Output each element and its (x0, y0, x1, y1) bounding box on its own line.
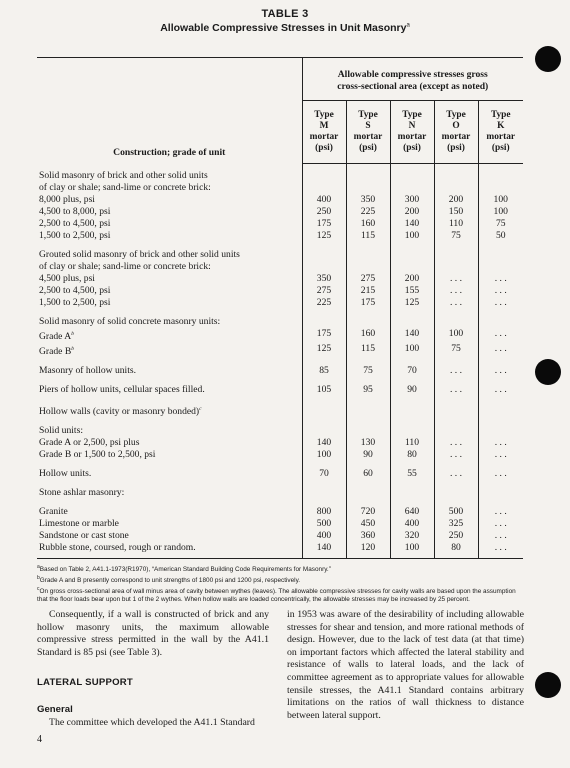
stress-value-cell: 90 (390, 377, 434, 396)
construction-label (37, 461, 302, 480)
stress-value-cell: 55 (390, 461, 434, 480)
footnote (37, 585, 527, 604)
stress-value-cell: 175 (302, 218, 346, 230)
mortar-type-header-line: mortar (441, 132, 471, 142)
construction-label-text: of clay or shale; sand-lime or concrete brick: (39, 181, 211, 193)
mortar-type-header-line: mortar (353, 132, 383, 142)
construction-label (37, 285, 302, 297)
table-row (37, 437, 523, 449)
stress-value-cell: 350 (302, 273, 346, 285)
construction-label-text: 4,500 plus, psi (39, 272, 95, 284)
stress-value-cell (390, 480, 434, 499)
stress-value-cell: . . . (434, 461, 478, 480)
construction-label-text: of clay or shale; sand-lime or concrete brick: (39, 260, 211, 272)
construction-label (37, 261, 302, 273)
punch-hole-middle (535, 359, 561, 385)
stress-group-header (302, 58, 523, 101)
section-heading-lateral-support: LATERAL SUPPORT (37, 677, 133, 689)
construction-label (37, 480, 302, 499)
construction-label-text: 2,500 to 4,500, psi (39, 217, 111, 229)
stress-value-cell: . . . (478, 273, 523, 285)
stress-value-cell: . . . (478, 499, 523, 518)
stress-value-cell (434, 164, 478, 182)
construction-label-text: Piers of hollow units, cellular spaces filled. (39, 383, 205, 395)
mortar-type-header-line: mortar (397, 132, 427, 142)
construction-label (37, 449, 302, 461)
construction-label-text: Grade B (39, 345, 72, 357)
stress-value-cell: 200 (390, 206, 434, 218)
table-label: TABLE 3 (261, 8, 309, 20)
table-row (37, 343, 523, 358)
stress-value-cell: 320 (390, 530, 434, 542)
mortar-type-header-line: N (408, 121, 416, 131)
construction-label (37, 273, 302, 285)
mortar-type-header-line: (psi) (403, 143, 421, 153)
stress-value-cell: . . . (478, 461, 523, 480)
stress-value-cell (390, 418, 434, 437)
mortar-type-header-line: (psi) (359, 143, 377, 153)
stress-value-cell: 160 (346, 218, 390, 230)
stress-value-cell (478, 396, 523, 418)
mortar-type-header (434, 101, 478, 164)
stress-value-cell: . . . (478, 328, 523, 343)
construction-label (37, 182, 302, 194)
table-row (37, 194, 523, 206)
stress-value-cell (478, 480, 523, 499)
construction-label (37, 530, 302, 542)
stress-value-cell: . . . (478, 437, 523, 449)
construction-label (37, 437, 302, 449)
stress-value-cell: 120 (346, 542, 390, 559)
construction-label (37, 518, 302, 530)
table-row (37, 461, 523, 480)
stress-value-cell: 175 (302, 328, 346, 343)
stress-value-cell: 140 (302, 542, 346, 559)
stress-value-cell (478, 242, 523, 261)
construction-label (37, 418, 302, 437)
stress-value-cell: 250 (434, 530, 478, 542)
stress-value-cell (434, 309, 478, 328)
stress-value-cell: 400 (302, 530, 346, 542)
table-row (37, 242, 523, 261)
stress-value-cell: 110 (390, 437, 434, 449)
stress-value-cell: 80 (390, 449, 434, 461)
stress-value-cell (390, 164, 434, 182)
stress-value-cell: . . . (434, 297, 478, 309)
table-row (37, 218, 523, 230)
table-row (37, 164, 523, 182)
construction-label-text: Grade B or 1,500 to 2,500, psi (39, 449, 156, 461)
stress-value-cell (434, 261, 478, 273)
table-row (37, 418, 523, 437)
paragraph-conclusion: Consequently, if a wall is constructed of brick and any hollow masonry units, the maximum allowable compressive stress permitted in the wall by the A41.1 Standard is 85 psi (see Table 3). (37, 609, 269, 658)
table-body (37, 164, 523, 559)
stress-value-cell: . . . (478, 285, 523, 297)
mortar-type-header-line: O (452, 121, 460, 131)
mortar-type-header (390, 101, 434, 164)
stress-value-cell: 70 (302, 461, 346, 480)
mortar-type-header-line: (psi) (315, 143, 333, 153)
mortar-type-header-line: K (497, 121, 505, 131)
punch-hole-bottom (535, 672, 561, 698)
construction-label-text: Grade A or 2,500, psi plus (39, 437, 140, 449)
table-row (37, 273, 523, 285)
stress-value-cell (302, 396, 346, 418)
stress-value-cell: 500 (302, 518, 346, 530)
table-row (37, 518, 523, 530)
footnote-mark: a (37, 564, 40, 570)
construction-label-text: 1,500 to 2,500, psi (39, 229, 111, 241)
stress-value-cell (434, 480, 478, 499)
table-row (37, 449, 523, 461)
stress-value-cell: 115 (346, 230, 390, 242)
table-row (37, 182, 523, 194)
construction-label-text: Masonry of hollow units. (39, 364, 137, 376)
mortar-type-header (302, 101, 346, 164)
stress-value-cell (346, 182, 390, 194)
construction-label (37, 542, 302, 559)
stress-value-cell: 100 (434, 328, 478, 343)
mortar-type-header-line: (psi) (491, 143, 510, 153)
construction-label (37, 358, 302, 377)
footnote (37, 563, 527, 574)
table-row (37, 285, 523, 297)
construction-label-text: Solid masonry of solid concrete masonry units: (39, 315, 221, 327)
stress-value-cell (478, 309, 523, 328)
mortar-type-header-line: mortar (309, 132, 339, 142)
stress-value-cell: 125 (302, 343, 346, 358)
footnote-text: On gross cross-sectional area of wall minus area of cavity between wythes (leaves). The allowable compressive stresses for cavity walls are based upon the assumption that the floor loads bear upon but 1 of the 2 wythes. When hollow walls are loaded concentrically, the allowable stresses may be increased by 25 percent. (37, 588, 516, 604)
stress-value-cell: 640 (390, 499, 434, 518)
punch-hole-top (535, 46, 561, 72)
construction-label (37, 164, 302, 182)
stress-value-cell (390, 396, 434, 418)
paragraph-committee-start: The committee which developed the A41.1 Standard (49, 716, 255, 728)
mortar-type-header (478, 101, 523, 164)
table-row (37, 309, 523, 328)
stress-value-cell: 200 (434, 194, 478, 206)
stress-value-cell (478, 182, 523, 194)
construction-label-text: 8,000 plus, psi (39, 193, 95, 205)
mortar-type-header-line: Type (314, 110, 334, 120)
text-column-left (37, 609, 269, 729)
footnote-mark: c (199, 405, 202, 412)
stress-value-cell: . . . (434, 358, 478, 377)
stress-value-cell: 140 (390, 218, 434, 230)
table-row (37, 480, 523, 499)
construction-label (37, 206, 302, 218)
stress-value-cell: . . . (434, 377, 478, 396)
footnote-text: Based on Table 2, A41.1-1973(R1970), “American Standard Building Code Requirements for Masonry.” (39, 566, 331, 574)
construction-label-text: Solid masonry of brick and other solid units (39, 169, 208, 181)
construction-label-text: Rubble stone, coursed, rough or random. (39, 542, 196, 554)
stress-value-cell: 215 (346, 285, 390, 297)
text-column-right (287, 609, 524, 722)
footnote-mark: b (71, 330, 74, 337)
construction-label (37, 328, 302, 343)
construction-label (37, 396, 302, 418)
stress-value-cell (346, 396, 390, 418)
paragraph-committee-continued: in 1953 was aware of the desirability of including allowable stresses for shear and tension, and more rational methods of design. However, due to the lack of test data (at that time) on important factors which affected the lateral stability and resistance of walls to lateral loads, and the lack of committee agreement as to appropriate values for allowable tensile stresses, the A41.1 Standard contains arbitrary limitations on the ratios of wall thickness to distance between lateral support. (287, 609, 524, 721)
stress-value-cell: 90 (346, 449, 390, 461)
stress-value-cell: 100 (390, 343, 434, 358)
table-title (0, 8, 570, 34)
stress-value-cell: 60 (346, 461, 390, 480)
stress-value-cell: . . . (478, 377, 523, 396)
construction-label (37, 218, 302, 230)
compressive-stress-table (37, 57, 523, 559)
construction-label-text: 4,500 to 8,000, psi (39, 205, 111, 217)
stress-value-cell: 115 (346, 343, 390, 358)
stress-value-cell: 125 (302, 230, 346, 242)
stress-value-cell (478, 164, 523, 182)
mortar-type-header-line: Type (490, 110, 511, 120)
stress-value-cell: 225 (346, 206, 390, 218)
table-row (37, 377, 523, 396)
stress-value-cell (302, 309, 346, 328)
mortar-type-header-line: Type (446, 110, 466, 120)
stress-value-cell: 100 (478, 206, 523, 218)
stress-value-cell: 160 (346, 328, 390, 343)
construction-label (37, 343, 302, 358)
mortar-type-header-line: Type (402, 110, 422, 120)
stress-value-cell: 500 (434, 499, 478, 518)
stress-value-cell (434, 396, 478, 418)
stress-value-cell (346, 418, 390, 437)
table-row (37, 230, 523, 242)
stress-value-cell (346, 480, 390, 499)
construction-label (37, 377, 302, 396)
table-row (37, 261, 523, 273)
stress-value-cell: 140 (302, 437, 346, 449)
construction-label (37, 499, 302, 518)
stress-value-cell: . . . (478, 449, 523, 461)
stress-value-cell: 200 (390, 273, 434, 285)
stress-value-cell (302, 480, 346, 499)
construction-label-text: Hollow units. (39, 468, 92, 480)
stress-value-cell: 125 (390, 297, 434, 309)
stress-value-cell (390, 261, 434, 273)
stress-value-cell (390, 309, 434, 328)
stress-value-cell (302, 164, 346, 182)
stress-value-cell: 225 (302, 297, 346, 309)
table-row (37, 297, 523, 309)
stress-value-cell: . . . (478, 542, 523, 559)
construction-label-text: Grouted solid masonry of brick and other solid units (39, 248, 240, 260)
stress-value-cell: 100 (390, 230, 434, 242)
table-row (37, 206, 523, 218)
stress-group-header-line-1: Allowable compressive stresses gross (337, 69, 488, 80)
stress-value-cell (390, 182, 434, 194)
stress-value-cell: 70 (390, 358, 434, 377)
table-row (37, 358, 523, 377)
mortar-type-header-line: Type (358, 110, 378, 120)
stress-value-cell: 250 (302, 206, 346, 218)
stress-value-cell: 100 (302, 449, 346, 461)
stress-value-cell: 130 (346, 437, 390, 449)
stress-value-cell: 80 (434, 542, 478, 559)
footnote-mark: b (37, 575, 40, 582)
construction-label-text: Solid units: (39, 425, 83, 437)
stress-value-cell: 800 (302, 499, 346, 518)
stress-value-cell: 75 (478, 218, 523, 230)
table-row (37, 328, 523, 343)
construction-label-text: Granite (39, 506, 68, 518)
construction-label (37, 242, 302, 261)
stress-value-cell: 275 (346, 273, 390, 285)
stress-value-cell: 50 (478, 230, 523, 242)
mortar-type-header-line: mortar (486, 132, 516, 142)
stress-value-cell: 325 (434, 518, 478, 530)
stress-value-cell: 150 (434, 206, 478, 218)
stress-value-cell: . . . (478, 518, 523, 530)
stress-value-cell (434, 242, 478, 261)
mortar-type-header (346, 101, 390, 164)
stress-value-cell (434, 418, 478, 437)
stress-value-cell (390, 242, 434, 261)
table-caption (0, 22, 570, 34)
table-row (37, 499, 523, 518)
footnote-text: Grade A and B presently correspond to unit strengths of 1800 psi and 1200 psi, respectively. (39, 577, 301, 585)
construction-label-text: Stone ashlar masonry: (39, 487, 125, 499)
subsection-heading-general: General (37, 703, 73, 715)
stress-value-cell (346, 242, 390, 261)
table-caption-text: Allowable Compressive Stresses in Unit Masonry (160, 22, 407, 34)
construction-label-text: Limestone or marble (39, 518, 119, 530)
table-row (37, 530, 523, 542)
stress-value-cell: . . . (434, 273, 478, 285)
stress-value-cell: . . . (434, 449, 478, 461)
stress-value-cell: 75 (434, 343, 478, 358)
stress-value-cell: 400 (390, 518, 434, 530)
construction-label-text: 1,500 to 2,500, psi (39, 296, 111, 308)
stress-value-cell (346, 261, 390, 273)
stress-value-cell (302, 418, 346, 437)
stress-value-cell: 400 (302, 194, 346, 206)
stress-value-cell: 360 (346, 530, 390, 542)
stress-value-cell: 100 (478, 194, 523, 206)
footnote-mark: b (71, 345, 74, 352)
stress-value-cell: 110 (434, 218, 478, 230)
stress-value-cell (346, 164, 390, 182)
stress-value-cell: 75 (346, 358, 390, 377)
table-row (37, 396, 523, 418)
stress-value-cell: 450 (346, 518, 390, 530)
stress-value-cell: . . . (478, 343, 523, 358)
stress-value-cell: 275 (302, 285, 346, 297)
stress-value-cell: 140 (390, 328, 434, 343)
stress-value-cell: 350 (346, 194, 390, 206)
construction-label (37, 297, 302, 309)
table-footnotes (37, 563, 527, 604)
stress-group-header-line-2: cross-sectional area (except as noted) (337, 81, 489, 92)
stress-value-cell: . . . (478, 530, 523, 542)
stress-value-cell (478, 261, 523, 273)
mortar-type-header-line: S (365, 121, 371, 131)
construction-header: Construction; grade of unit (113, 146, 226, 158)
construction-label-text: Hollow walls (cavity or masonry bonded) (39, 406, 200, 418)
stress-value-cell: . . . (478, 358, 523, 377)
table-row (37, 542, 523, 559)
page-number: 4 (37, 734, 42, 745)
stress-value-cell: . . . (434, 285, 478, 297)
stress-value-cell (346, 309, 390, 328)
stress-value-cell: 175 (346, 297, 390, 309)
stress-value-cell: 105 (302, 377, 346, 396)
stress-value-cell (434, 182, 478, 194)
table-caption-footnote-mark: a (406, 22, 410, 29)
footnote-mark: c (37, 586, 40, 593)
construction-label-text: Sandstone or cast stone (39, 530, 129, 542)
footnote (37, 574, 527, 585)
stress-value-cell (302, 182, 346, 194)
construction-label (37, 230, 302, 242)
stress-value-cell: 300 (390, 194, 434, 206)
stress-value-cell (302, 242, 346, 261)
stress-value-cell: . . . (478, 297, 523, 309)
mortar-type-header-line: M (319, 121, 329, 131)
stress-value-cell: 155 (390, 285, 434, 297)
construction-label-text: 2,500 to 4,500, psi (39, 284, 111, 296)
stress-value-cell (478, 418, 523, 437)
stress-value-cell (302, 261, 346, 273)
construction-label (37, 309, 302, 328)
stress-value-cell: . . . (434, 437, 478, 449)
stress-value-cell: 75 (434, 230, 478, 242)
mortar-type-header-line: (psi) (447, 143, 465, 153)
stress-value-cell: 720 (346, 499, 390, 518)
stress-value-cell: 85 (302, 358, 346, 377)
stress-value-cell: 95 (346, 377, 390, 396)
construction-label-text: Grade A (39, 330, 72, 342)
construction-label (37, 194, 302, 206)
stress-value-cell: 100 (390, 542, 434, 559)
